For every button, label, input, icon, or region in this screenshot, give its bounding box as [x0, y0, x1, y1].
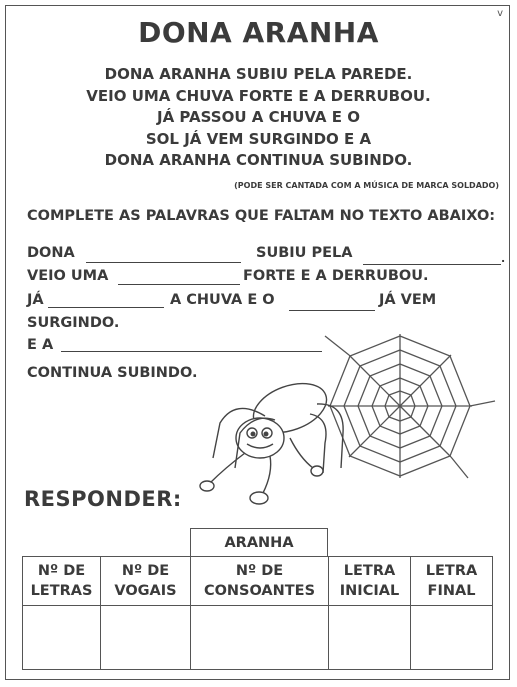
word-dona: DONA: [27, 245, 75, 261]
col-num-letras: Nº DE LETRAS: [23, 557, 101, 606]
answer-cell-inicial[interactable]: [329, 606, 411, 670]
word-a-chuva: A CHUVA E O: [170, 292, 275, 308]
exercise-instruction: COMPLETE AS PALAVRAS QUE FALTAM NO TEXTO ABAIXO:: [27, 208, 496, 224]
col-letra-inicial: LETRA INICIAL: [329, 557, 411, 606]
word-period: .: [501, 252, 506, 265]
poem-text: [0, 64, 517, 172]
corner-mark: v: [497, 8, 503, 19]
spider-web-icon: [325, 334, 495, 478]
spider-icon: [200, 374, 343, 504]
answer-cell-letras[interactable]: [23, 606, 101, 670]
song-note: (PODE SER CANTADA COM A MÚSICA DE MARCA SOLDADO): [234, 181, 499, 190]
poem-line: DONA ARANHA CONTINUA SUBINDO.: [104, 151, 413, 169]
col-num-vogais: Nº DE VOGAIS: [101, 557, 191, 606]
page-title: DONA ARANHA: [138, 16, 379, 49]
word-surgindo: SURGINDO.: [27, 315, 120, 331]
answer-table: [22, 528, 492, 670]
answer-cell-vogais[interactable]: [101, 606, 191, 670]
word-e-a: E A: [27, 337, 54, 353]
word-subiu-pela: SUBIU PELA: [256, 245, 353, 261]
word-ja: JÁ: [27, 292, 44, 308]
blank-3[interactable]: [118, 284, 240, 285]
table-row: [23, 606, 493, 670]
blank-2[interactable]: [363, 264, 501, 265]
col-num-consoantes: Nº DE CONSOANTES: [191, 557, 329, 606]
word-veio-uma: VEIO UMA: [27, 268, 109, 284]
blank-1[interactable]: [86, 262, 241, 263]
blank-5[interactable]: [289, 310, 375, 311]
answer-grid: [22, 556, 493, 670]
poem-line: JÁ PASSOU A CHUVA E O: [157, 108, 360, 126]
answer-cell-consoantes[interactable]: [191, 606, 329, 670]
table-group-header: ARANHA: [190, 528, 328, 556]
poem-line: SOL JÁ VEM SURGINDO E A: [145, 129, 372, 148]
spider-web-illustration: [195, 318, 500, 518]
blank-4[interactable]: [48, 307, 164, 308]
poem-line: VEIO UMA CHUVA FORTE E A DERRUBOU.: [86, 86, 431, 105]
word-continua: CONTINUA SUBINDO.: [27, 365, 198, 381]
responder-heading: RESPONDER:: [24, 487, 182, 511]
poem-line: DONA ARANHA SUBIU PELA PAREDE.: [104, 65, 413, 83]
answer-cell-final[interactable]: [411, 606, 493, 670]
word-ja-vem: JÁ VEM: [379, 292, 437, 308]
word-forte: FORTE E A DERRUBOU.: [243, 268, 429, 284]
table-header-row: [23, 557, 493, 606]
col-letra-final: LETRA FINAL: [411, 557, 493, 606]
